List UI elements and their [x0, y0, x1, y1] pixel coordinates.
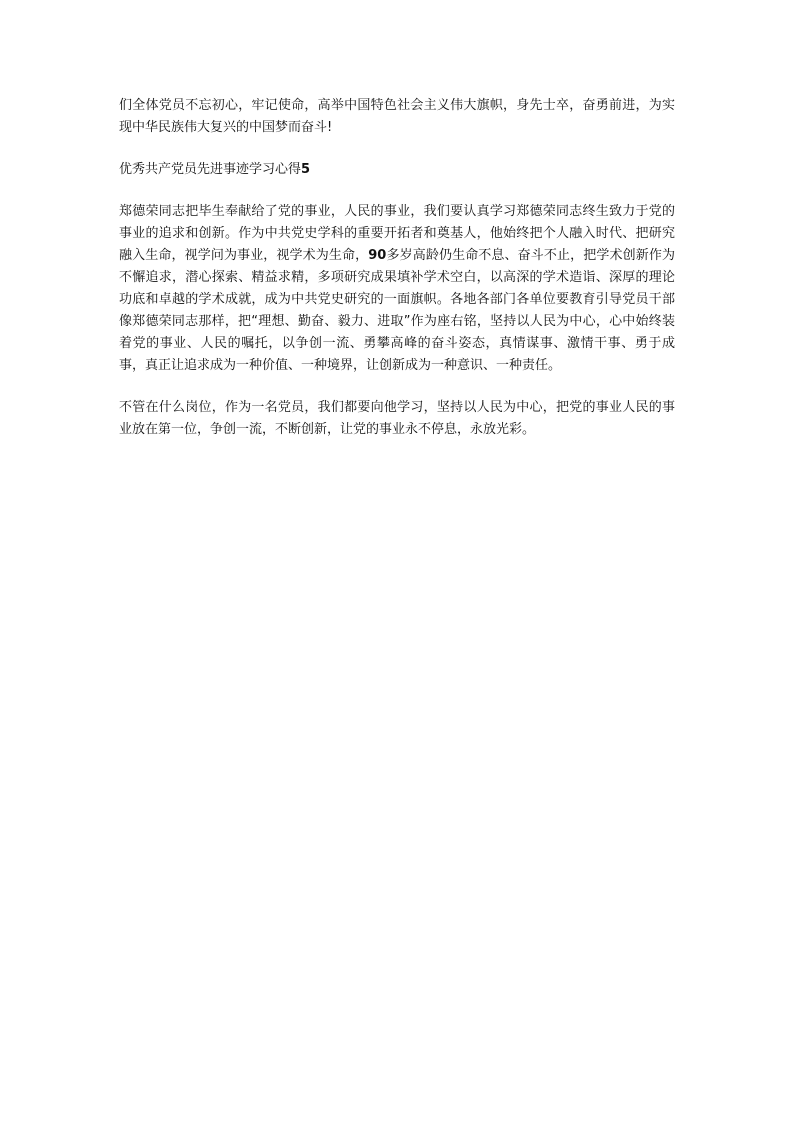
body-paragraph-number: 90 [368, 248, 387, 263]
document-content [119, 95, 675, 441]
body-paragraph-part2: 多岁高龄仍生命不息、奋斗不止，把学术创新作为不懈追求，潜心探索、精益求精，多项研究成果填补学术空白，以高深的学术造诣、深厚的理论功底和卓越的学术成就，成为中共党史研究的一面旗帜。各地各部门各单位要教育引导党员干部像郑德荣同志那样，把“理想、勤奋、毅力、进取”作为座右铭，坚持以人民为中心，心中始终装着党的事业、人民的嘱托，以争创一流、勇攀高峰的奋斗姿态，真情谋事、激情干事、勇于成事，真正让追求成为一种价值、一种境界，让创新成为一种意识、一种责任。 [119, 248, 675, 373]
intro-paragraph: 们全体党员不忘初心，牢记使命，高举中国特色社会主义伟大旗帜，身先士卒，奋勇前进，为实现中华民族伟大复兴的中国梦而奋斗! [119, 98, 675, 135]
closing-paragraph: 不管在什么岗位，作为一名党员，我们都要向他学习，坚持以人民为中心，把党的事业人民的事业放在第一位，争创一流，不断创新，让党的事业永不停息，永放光彩。 [119, 400, 675, 437]
body-paragraph-part1: 郑德荣同志把毕生奉献给了党的事业，人民的事业，我们要认真学习郑德荣同志终生致力于党的事业的追求和创新。作为中共党史学科的重要开拓者和奠基人，他始终把个人融入时代、把研究融入生命，视学问为事业，视学术为生命， [119, 204, 675, 263]
section-heading [119, 159, 675, 181]
section-heading-number: 5 [301, 162, 311, 177]
body-paragraph [119, 201, 675, 377]
section-heading-text: 优秀共产党员先进事迹学习心得 [119, 162, 302, 177]
